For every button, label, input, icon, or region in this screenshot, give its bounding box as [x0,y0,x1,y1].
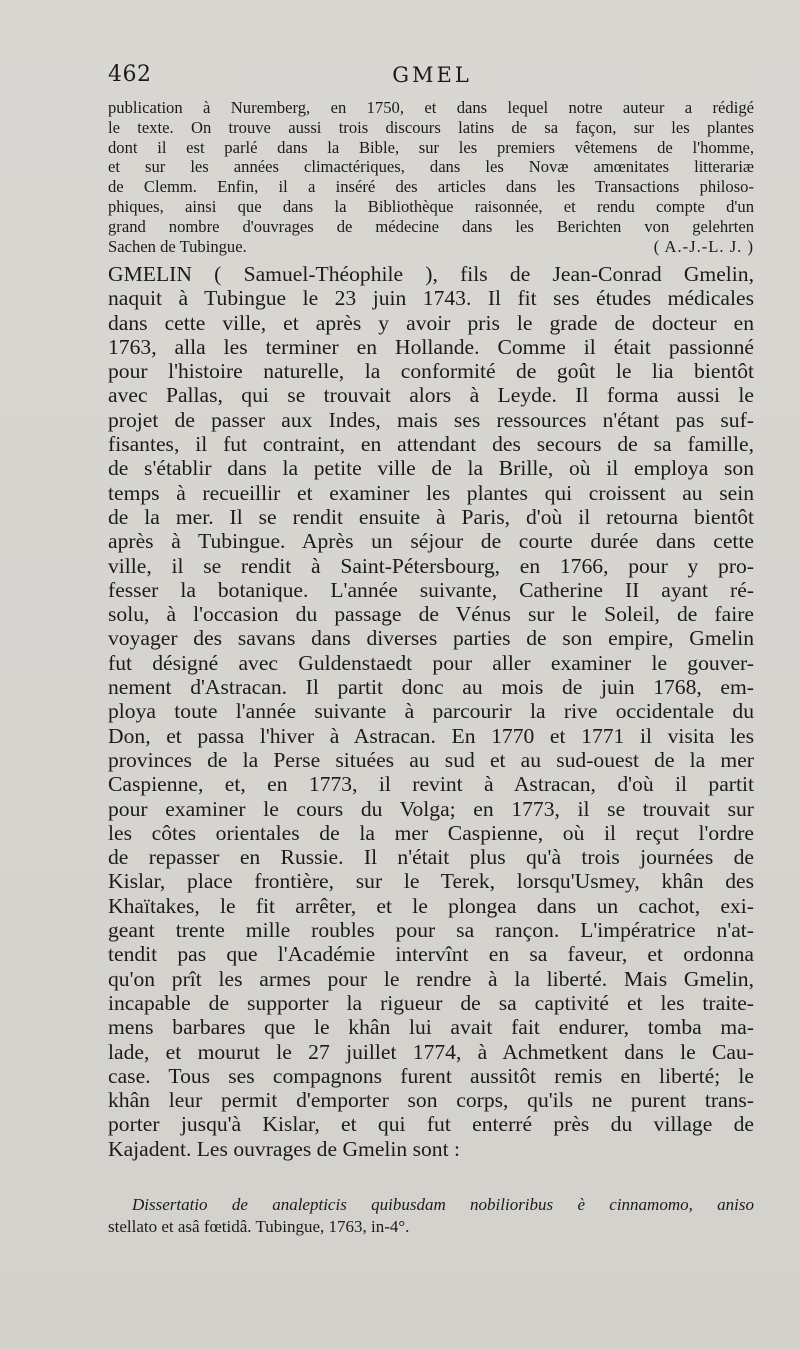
text-line: naquit à Tubingue le 23 juin 1743. Il fit ses études médicales [108,286,754,311]
text-line: fisantes, il fut contraint, en attendant des secours de sa famille, [108,432,754,457]
text-line: dont il est parlé dans la Bible, sur les premiers vêtemens de l'homme, [108,137,754,157]
text-line: nement d'Astracan. Il partit donc au mois de juin 1768, em- [108,675,754,700]
text-line: de repasser en Russie. Il n'était plus qu'à trois journées de [108,845,754,870]
text-line: Sachen de Tubingue. [108,236,247,256]
text-line: temps à recueillir et examiner les plantes qui croissent au sein [108,480,754,505]
text-line: incapable de supporter la rigueur de sa captivité et les traite- [108,990,754,1015]
text-line: après à Tubingue. Après un séjour de courte durée dans cette [108,529,754,554]
text-line: et sur les années climactériques, dans les Novæ amœnitates litterariæ [108,157,754,177]
text-line: Khaïtakes, le fit arrêter, et le plongea dans un cachot, exi- [108,893,754,918]
text-line-with-signature [108,237,754,257]
text-line: porter jusqu'à Kislar, et qui fut enterré près du village de [108,1112,754,1137]
text-line: tendit pas que l'Académie intervînt en sa faveur, et ordonna [108,942,754,967]
text-line: 1763, alla les terminer en Hollande. Comme il était passionné [108,334,754,359]
text-line: qu'on prît les armes pour le rendre à la liberté. Mais Gmelin, [108,966,754,991]
text-line: phiques, ainsi que dans la Bibliothèque raisonnée, et rendu compte d'un [108,196,754,216]
text-line: khân leur permit d'emporter son corps, qu'ils ne purent trans- [108,1088,754,1113]
text-line: lade, et mourut le 27 juillet 1774, à Achmetkent dans le Cau- [108,1039,754,1064]
work-title: Dissertatio de analepticis quibusdam nobilioribus è cinnamomo, aniso [132,1195,754,1214]
previous-article-ending [108,98,754,256]
article-gmelin-samuel-theophile [108,262,754,1161]
article-heading-line: GMELIN ( Samuel-Théophile ), fils de Jean-Conrad Gmelin, [108,262,754,286]
bibliography-line [108,1194,754,1216]
page-number: 462 [108,62,152,87]
text-line: de la mer. Il se rendit ensuite à Paris, d'où il retourna bientôt [108,504,754,529]
text-line: voyager des savans dans diverses parties de son empire, Gmelin [108,626,754,651]
page-header [108,62,756,94]
text-line: grand nombre d'ouvrages de médecine dans les Berichten von gelehrten [108,216,754,236]
text-line: Kislar, place frontière, sur le Terek, lorsqu'Usmey, khân des [108,869,754,894]
text-line: le texte. On trouve aussi trois discours latins de sa façon, sur les plantes [108,117,754,137]
text-line: ville, il se rendit à Saint-Pétersbourg, en 1766, pour y pro- [108,553,754,578]
text-line: Don, et passa l'hiver à Astracan. En 1770 et 1771 il visita les [108,723,754,748]
text-line: les côtes orientales de la mer Caspienne, où il reçut l'ordre [108,820,754,845]
text-line: pour examiner le cours du Volga; en 1773, il se trouvait sur [108,796,754,821]
bibliography-entry [108,1194,754,1238]
text-line: provinces de la Perse situées au sud et au sud-ouest de la mer [108,747,754,772]
bibliography-line: stellato et asâ fœtidâ. Tubingue, 1763, in-4°. [108,1217,410,1236]
text-line: fesser la botanique. L'année suivante, Catherine II ayant ré- [108,577,754,602]
text-line: dans cette ville, et après y avoir pris le grade de docteur en [108,310,754,335]
running-head: GMEL [392,63,472,87]
text-line: Kajadent. Les ouvrages de Gmelin sont : [108,1136,461,1161]
text-line: publication à Nuremberg, en 1750, et dans lequel notre auteur a rédigé [108,98,754,117]
text-line: pour l'histoire naturelle, la conformité de goût le lia bientôt [108,359,754,384]
text-line: fut désigné avec Guldenstaedt pour aller examiner le gouver- [108,650,754,675]
text-line: avec Pallas, qui se trouvait alors à Leyde. Il forma aussi le [108,383,754,408]
text-line: ploya toute l'année suivante à parcourir la rive occidentale du [108,699,754,724]
text-line: case. Tous ses compagnons furent aussitôt remis en liberté; le [108,1063,754,1088]
text-line: de Clemm. Enfin, il a inséré des articles dans les Transactions philoso- [108,177,754,197]
text-line: de s'établir dans la petite ville de la Brille, où il employa son [108,456,754,481]
text-line: Caspienne, et, en 1773, il revint à Astracan, d'où il partit [108,772,754,797]
author-signature: ( A.-J.-L. J. ) [653,236,754,256]
text-line: solu, à l'occasion du passage de Vénus sur le Soleil, de faire [108,602,754,627]
text-line: mens barbares que le khân lui avait fait endurer, tomba ma- [108,1015,754,1040]
text-line: projet de passer aux Indes, mais ses ressources n'étant pas suf- [108,407,754,432]
text-line: geant trente mille roubles pour sa rançon. L'impératrice n'at- [108,918,754,943]
